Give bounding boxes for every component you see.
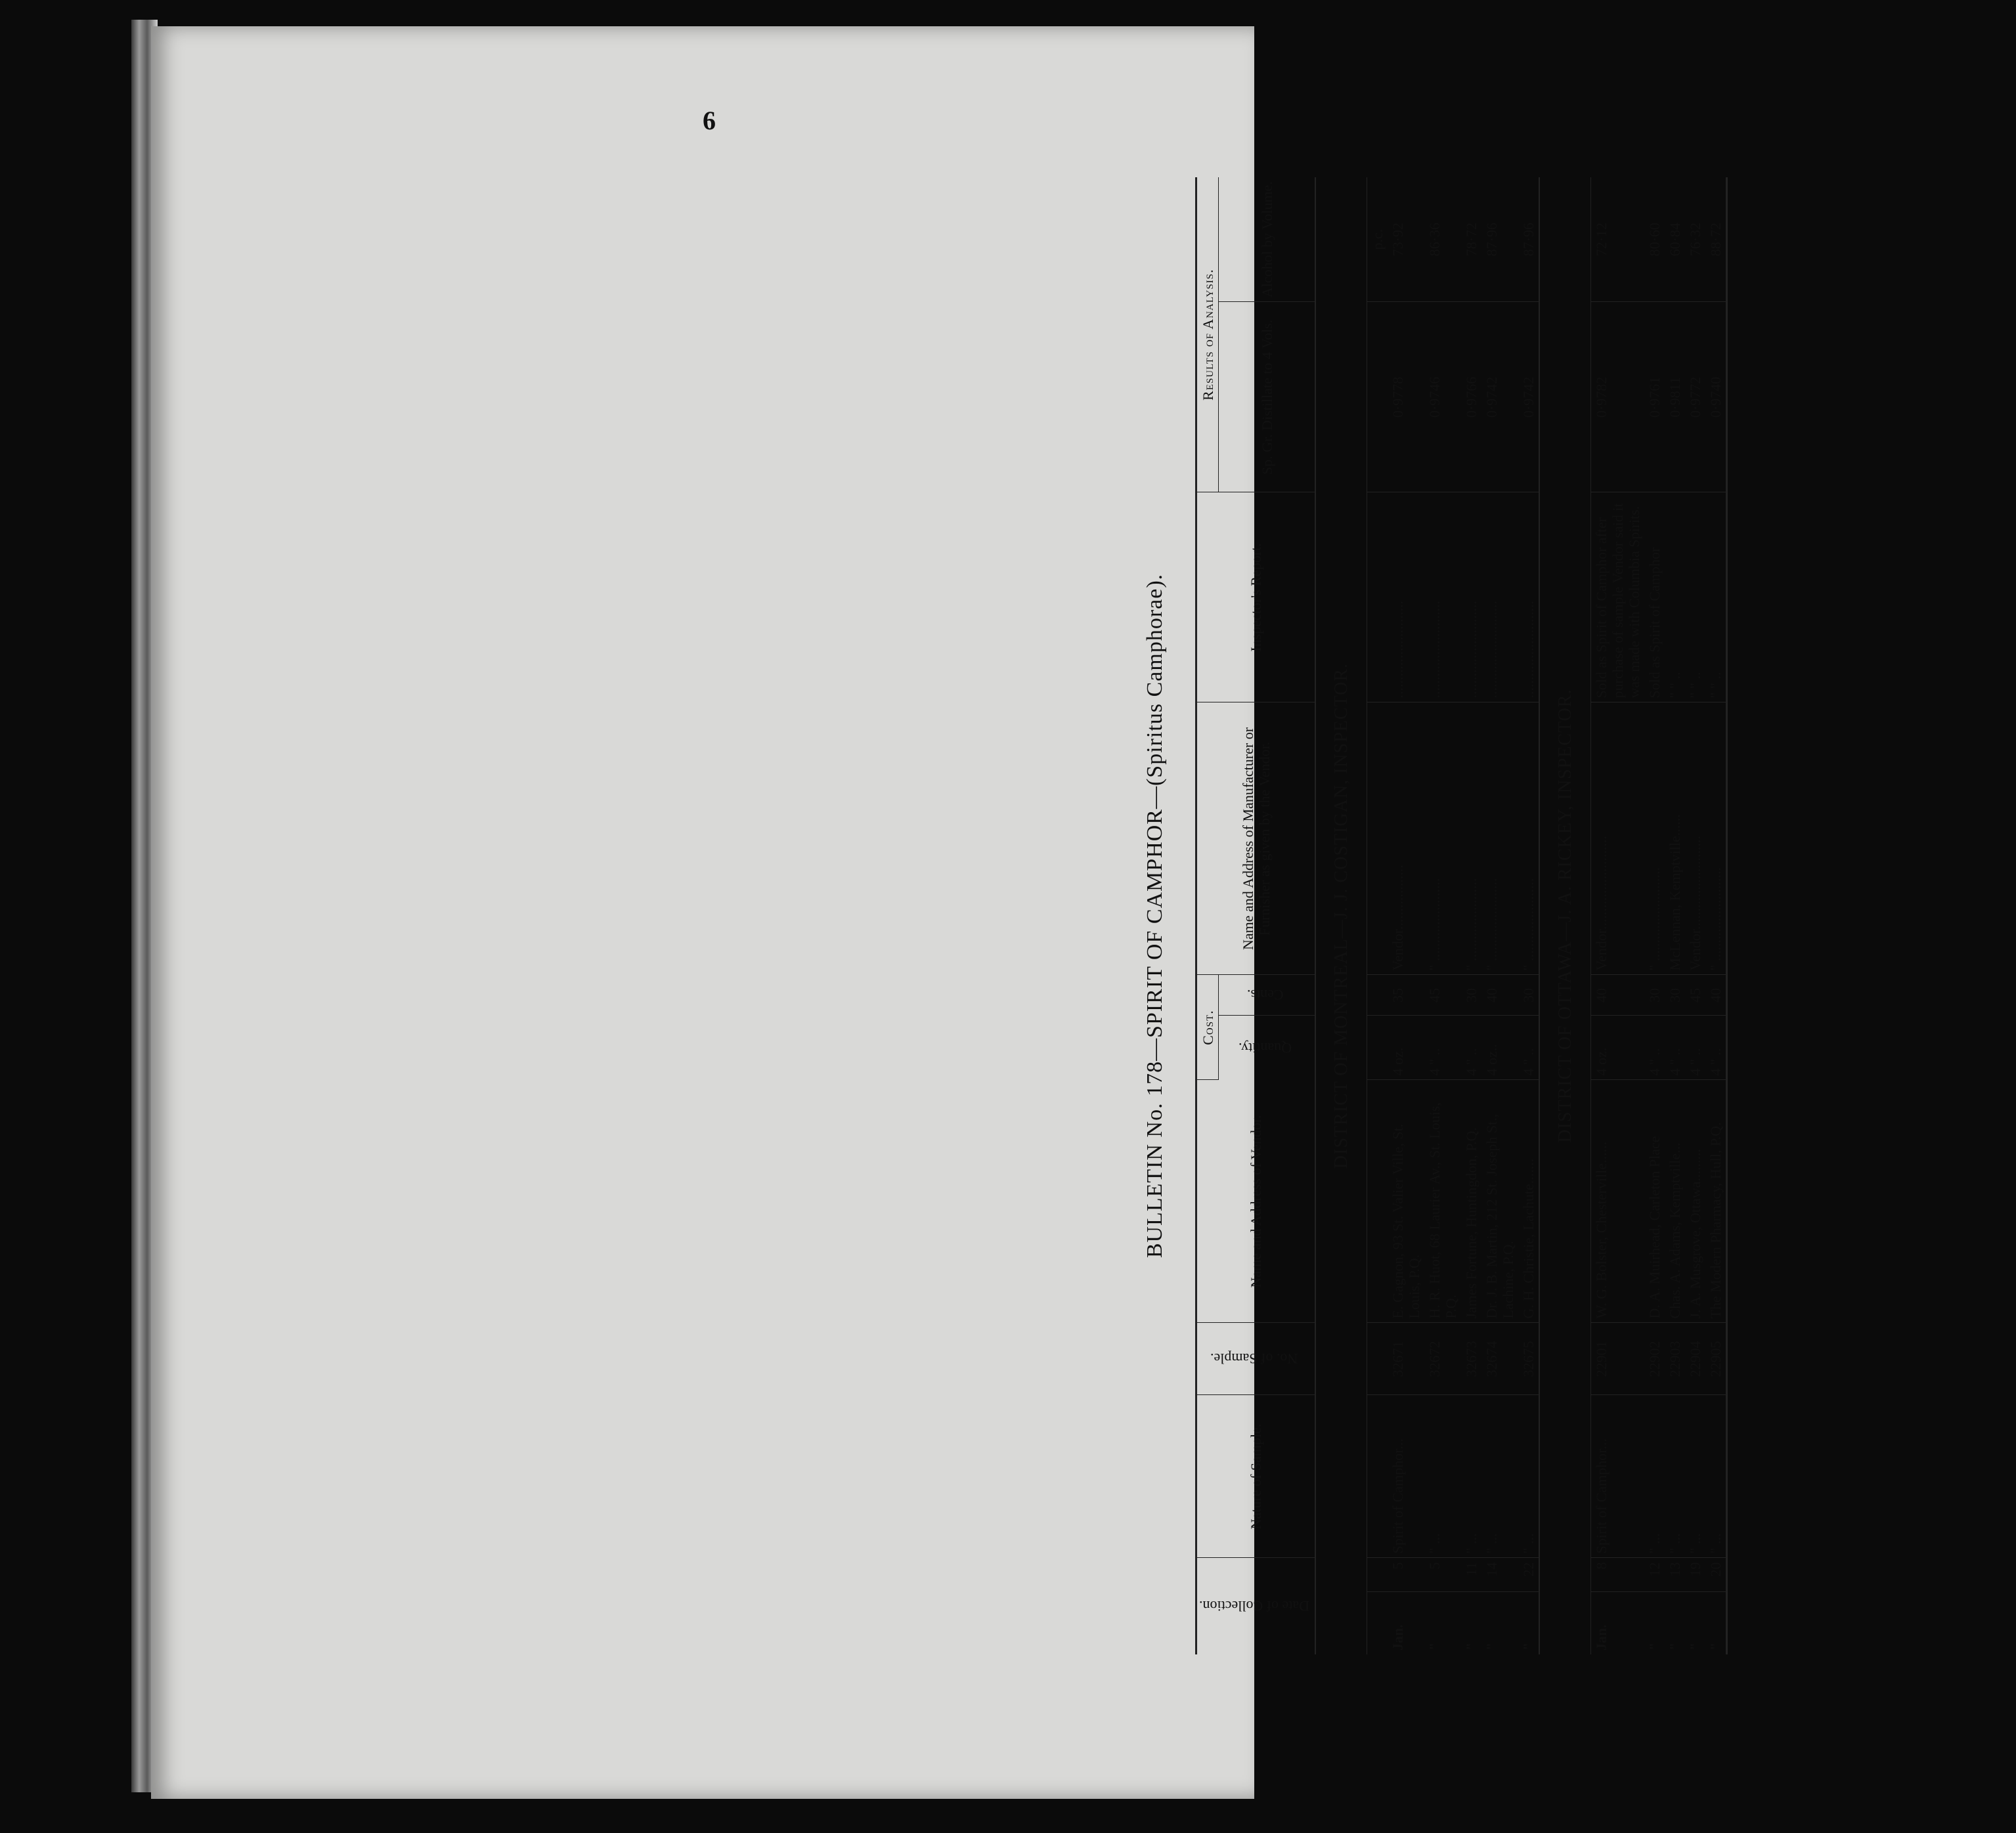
cents-cell: 30 bbox=[1461, 975, 1481, 1016]
table-body bbox=[1315, 177, 1727, 1654]
month-cell: " bbox=[1463, 1642, 1480, 1650]
vendor-cell: H. R. Huot, 68 Laurier Av., St. Louis, P.Q. bbox=[1424, 1080, 1461, 1323]
empty-cell bbox=[1367, 1558, 1388, 1592]
manufacturer-cell: " ....................... bbox=[1424, 702, 1461, 975]
empty-cell bbox=[1367, 1592, 1388, 1654]
header-sp-gr: Sp. Gr. Distillate to 4 Vols. bbox=[1219, 302, 1316, 492]
vendor-cell: Dr. J. B. Martin, 212 St. Joseph St., Lachine, P.Q. bbox=[1481, 1080, 1518, 1323]
sp-gr-cell: 0·9811 bbox=[1665, 302, 1685, 492]
sp-gr-cell: 0·9766 bbox=[1461, 302, 1481, 492]
empty-cell bbox=[1367, 702, 1388, 975]
sample-number-cell: 32673 bbox=[1461, 1323, 1481, 1395]
sample-number-cell: 32674 bbox=[1481, 1323, 1518, 1395]
table-row bbox=[1705, 177, 1727, 1654]
nature-cell: " ... bbox=[1665, 1395, 1685, 1558]
quantity-cell: 4 oz. bbox=[1591, 1016, 1645, 1080]
report-cell: ........................... bbox=[1424, 492, 1461, 702]
table-row bbox=[1665, 177, 1685, 1654]
month-cell: Jan. bbox=[1390, 1624, 1407, 1650]
district-heading-row bbox=[1315, 177, 1367, 1654]
quantity-cell: 4 " .. bbox=[1685, 1016, 1705, 1080]
header-date: Date of Collection. bbox=[1196, 1558, 1316, 1654]
district-title: DISTRICT OF MONTREAL—J. J. COSTIGAN, INSPECTOR. bbox=[1315, 177, 1367, 1654]
quantity-cell: 4 oz.. bbox=[1481, 1016, 1518, 1080]
sample-number-cell: 22903 bbox=[1665, 1323, 1685, 1395]
report-cell: Sold as Spirit of Camphor bbox=[1644, 492, 1665, 702]
day-cell: 5 bbox=[1388, 1558, 1424, 1592]
empty-cell bbox=[1367, 302, 1388, 492]
district-heading-row bbox=[1539, 177, 1591, 1654]
cents-cell: 45 bbox=[1424, 975, 1461, 1016]
table-row bbox=[1591, 177, 1645, 1654]
table-row bbox=[1481, 177, 1518, 1654]
header-vendor: Name and Address of Vendor. bbox=[1196, 1080, 1316, 1323]
vendor-cell: D. A. Muirhead, Carleton Place bbox=[1644, 1080, 1665, 1323]
nature-cell: " ... bbox=[1424, 1395, 1461, 1558]
alcohol-cell: 86·36 bbox=[1424, 177, 1461, 302]
sp-gr-cell: 0·9782 bbox=[1591, 302, 1645, 492]
sample-number-cell: 22902 bbox=[1644, 1323, 1665, 1395]
nature-cell: " ... bbox=[1461, 1395, 1481, 1558]
table-row bbox=[1461, 177, 1481, 1654]
sp-gr-cell: 0·9740 bbox=[1705, 302, 1727, 492]
quantity-cell: 4 oz. bbox=[1388, 1016, 1424, 1080]
manufacturer-cell: Vendor.......................... bbox=[1685, 702, 1705, 975]
sp-gr-cell: 0·9761 bbox=[1644, 302, 1665, 492]
sample-number-cell: 22904 bbox=[1685, 1323, 1705, 1395]
table-row bbox=[1388, 177, 1424, 1654]
vendor-cell: J. A. Musgrove, Ottawa......... bbox=[1685, 1080, 1705, 1323]
day-cell: 19 bbox=[1685, 1558, 1705, 1592]
quantity-cell: 4 " .. bbox=[1705, 1016, 1727, 1080]
quantity-cell: 4 " .. bbox=[1461, 1016, 1481, 1080]
rotated-bulletin bbox=[1143, 177, 2016, 1654]
report-cell: " " .. bbox=[1705, 492, 1727, 702]
alcohol-cell: 73·92 bbox=[1388, 177, 1424, 302]
vendor-cell: W. G. Bolster, Chesterville...... bbox=[1591, 1080, 1645, 1323]
page-number: 6 bbox=[703, 106, 716, 135]
sp-gr-cell: 0·9742 bbox=[1518, 302, 1539, 492]
month-cell: " bbox=[1520, 1642, 1537, 1650]
empty-cell bbox=[1367, 975, 1388, 1016]
analysis-table bbox=[1195, 177, 1728, 1654]
nature-cell: Spirit of Camphor... bbox=[1388, 1395, 1424, 1558]
vendor-cell: Chas. A. Adams, Kemptville... bbox=[1665, 1080, 1685, 1323]
cents-cell: 30 bbox=[1644, 975, 1665, 1016]
cents-cell: 40 bbox=[1705, 975, 1727, 1016]
table-row bbox=[1644, 177, 1665, 1654]
nature-cell: " ... bbox=[1644, 1395, 1665, 1558]
report-cell: ........................... bbox=[1518, 492, 1539, 702]
nature-cell: " ... bbox=[1518, 1395, 1539, 1558]
alcohol-cell: 80·60 bbox=[1644, 177, 1665, 302]
empty-cell bbox=[1367, 1323, 1388, 1395]
cents-cell: 35 bbox=[1388, 975, 1424, 1016]
manufacturer-cell: " ....................... bbox=[1481, 702, 1518, 975]
nature-cell: " ... bbox=[1685, 1395, 1705, 1558]
table-row bbox=[1518, 177, 1539, 1654]
manufacturer-cell: " .......................... bbox=[1705, 702, 1727, 975]
header-cents: Cents. bbox=[1219, 975, 1316, 1016]
table-row bbox=[1685, 177, 1705, 1654]
sp-gr-cell: 0·9772 bbox=[1685, 302, 1705, 492]
manufacturer-cell: Vendor.......................... bbox=[1591, 702, 1645, 975]
manufacturer-cell: McLennan, Kemptville...... bbox=[1665, 702, 1685, 975]
report-cell: ........................... bbox=[1481, 492, 1518, 702]
alcohol-unit: p.c. bbox=[1367, 177, 1388, 302]
alcohol-cell: 87·96 bbox=[1481, 177, 1518, 302]
sample-number-cell: 32672 bbox=[1424, 1323, 1461, 1395]
cents-cell: 40 bbox=[1481, 975, 1518, 1016]
vendor-cell: The Modern Pharmacy, Hull, P.Q. bbox=[1705, 1080, 1727, 1323]
vendor-cell: James Fortune, Huntingdon, P.Q. bbox=[1461, 1080, 1481, 1323]
empty-cell bbox=[1367, 1016, 1388, 1080]
sample-number-cell: 32675 bbox=[1518, 1323, 1539, 1395]
vendor-cell: G. H. Christie, Lachute....... bbox=[1518, 1080, 1539, 1323]
header-quantity: Quantity. bbox=[1219, 1016, 1316, 1080]
manufacturer-cell: " ....................... bbox=[1518, 702, 1539, 975]
sample-number-cell: 32671 bbox=[1388, 1323, 1424, 1395]
quantity-cell: 4 " .. bbox=[1644, 1016, 1665, 1080]
alcohol-cell: 88·72 bbox=[1705, 177, 1727, 302]
nature-cell: " ... bbox=[1705, 1395, 1727, 1558]
nature-cell: Spirit of Camphor... bbox=[1591, 1395, 1645, 1558]
header-results: Results of Analysis. bbox=[1196, 177, 1219, 492]
day-cell: 14 bbox=[1481, 1558, 1518, 1592]
header-nature: Nature of Sample. bbox=[1196, 1395, 1316, 1558]
empty-cell bbox=[1367, 1395, 1388, 1558]
month-cell: " bbox=[1646, 1642, 1663, 1650]
day-cell: 12 bbox=[1644, 1558, 1665, 1592]
header-cost: Cost. bbox=[1196, 975, 1219, 1080]
report-cell: ........................... bbox=[1388, 492, 1424, 702]
empty-cell bbox=[1367, 492, 1388, 702]
quantity-cell: 4 " .. bbox=[1424, 1016, 1461, 1080]
vendor-cell: E. Gagnon, 93 St. Valier Ville, St. Louis, P.Q. bbox=[1388, 1080, 1424, 1323]
day-cell: 22 bbox=[1518, 1558, 1539, 1592]
sp-gr-cell: 0·9742 bbox=[1481, 302, 1518, 492]
alcohol-cell: 87·96 bbox=[1518, 177, 1539, 302]
cents-cell: 40 bbox=[1591, 975, 1645, 1016]
month-cell: " bbox=[1667, 1642, 1684, 1650]
bulletin-title: BULLETIN No. 178—SPIRIT OF CAMPHOR—(Spiritus Camphorae). bbox=[1143, 573, 1167, 1259]
unit-row bbox=[1367, 177, 1388, 1654]
alcohol-cell: 60·84 bbox=[1665, 177, 1685, 302]
manufacturer-cell: Vendor.................. bbox=[1388, 702, 1424, 975]
report-cell: " " .. bbox=[1685, 492, 1705, 702]
month-cell: Jan. bbox=[1593, 1624, 1610, 1650]
report-cell: ........................... bbox=[1461, 492, 1481, 702]
alcohol-cell: 76·32 bbox=[1685, 177, 1705, 302]
sp-gr-cell: 0·9746 bbox=[1424, 302, 1461, 492]
manufacturer-cell: " ....................... bbox=[1461, 702, 1481, 975]
day-cell: 20 bbox=[1705, 1558, 1727, 1592]
empty-cell bbox=[1367, 1080, 1388, 1323]
day-cell: 5 bbox=[1424, 1558, 1461, 1592]
header-number: No. of Sample. bbox=[1196, 1323, 1316, 1395]
cents-cell: 30 bbox=[1518, 975, 1539, 1016]
table-row bbox=[1424, 177, 1461, 1654]
month-cell: " bbox=[1426, 1642, 1443, 1650]
header-report: Inspector's Report. bbox=[1196, 492, 1316, 702]
report-cell: Sold as Spirit of Camphor after purchase of sample Vendor said it was made with Columbia Spirits. bbox=[1591, 492, 1645, 702]
day-cell: 8 bbox=[1591, 1558, 1645, 1592]
report-cell: " " .. bbox=[1665, 492, 1685, 702]
alcohol-cell: 78·72 bbox=[1461, 177, 1481, 302]
month-cell: " bbox=[1483, 1642, 1501, 1650]
sample-number-cell: 22905 bbox=[1705, 1323, 1727, 1395]
header-alcohol: Alcohol by Volume. bbox=[1219, 177, 1316, 302]
quantity-cell: 4 " .. bbox=[1665, 1016, 1685, 1080]
header-manufacturer: Name and Address of Manufacturer or Furnisher as given by the Vendor. bbox=[1196, 702, 1316, 975]
page bbox=[151, 26, 1254, 1799]
sp-gr-cell: 0·9778 bbox=[1388, 302, 1424, 492]
day-cell: 11 bbox=[1461, 1558, 1481, 1592]
manufacturer-cell: " .......................... bbox=[1644, 702, 1665, 975]
cents-cell: 45 bbox=[1685, 975, 1705, 1016]
quantity-cell: 4 " .. bbox=[1518, 1016, 1539, 1080]
district-title: DISTRICT OF OTTAWA—J. A. RICKEY, INSPECTOR. bbox=[1539, 177, 1591, 1654]
alcohol-cell: 72·12 bbox=[1591, 177, 1645, 302]
month-cell: " bbox=[1705, 1592, 1727, 1654]
sample-number-cell: 22901 bbox=[1591, 1323, 1645, 1395]
nature-cell: " ... bbox=[1481, 1395, 1518, 1558]
day-cell: 13 bbox=[1665, 1558, 1685, 1592]
cents-cell: 30 bbox=[1665, 975, 1685, 1016]
month-cell: " bbox=[1687, 1642, 1704, 1650]
